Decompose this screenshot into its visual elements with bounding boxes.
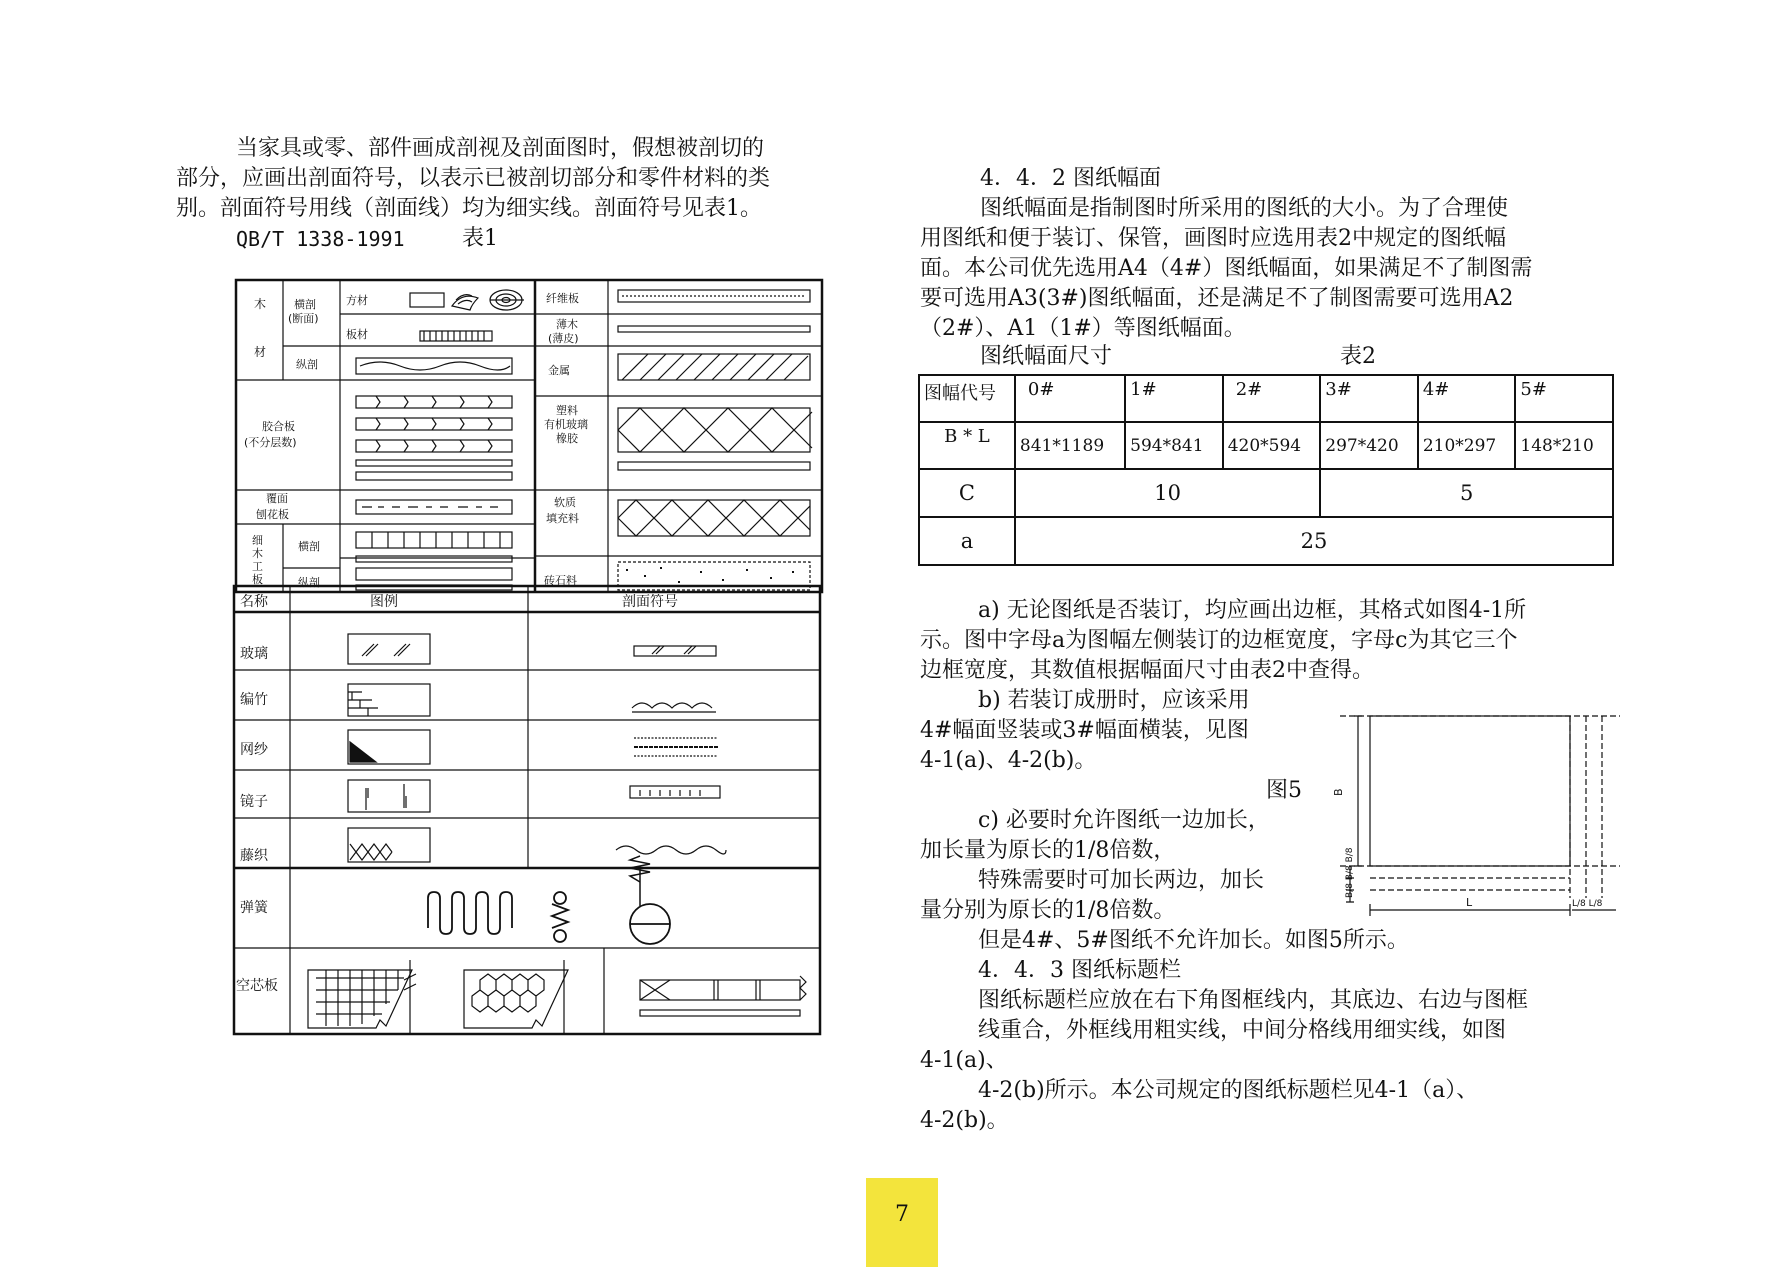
label-spring: 弹簧: [240, 900, 268, 916]
label-cross-cut: 横剖: [294, 298, 316, 311]
label-long-cut: 纵剖: [296, 358, 318, 371]
size-1: 594*841: [1125, 422, 1223, 469]
para-c-line5: 但是4#、5#图纸不允许加长。如图5所示。: [978, 928, 1409, 953]
label-plywood: 胶合板: [262, 420, 295, 433]
para-d-line3: 4-1(a)、: [920, 1048, 1008, 1073]
label-fine-long: 纵剖: [298, 576, 320, 589]
label-soft-1: 软质: [554, 496, 576, 509]
right-para1-line4: 要可选用A3(3#)图纸幅面，还是满足不了制图需要可选用A2: [920, 286, 1514, 311]
label-fine-craft-3: 工: [252, 560, 263, 573]
label-mirror: 镜子: [240, 794, 268, 810]
para-c-line4: 量分别为原长的1/8倍数。: [920, 898, 1176, 923]
heading-4-4-2: 4．4．2 图纸幅面: [980, 166, 1161, 191]
row-a-label: a: [919, 517, 1015, 565]
header-section: 剖面符号: [622, 594, 678, 610]
label-plastic-2: 有机玻璃: [544, 418, 588, 431]
th-code-2: 2#: [1223, 375, 1321, 422]
paper-lengthen-diagram: [1320, 704, 1620, 926]
label-square-timber: 方材: [346, 294, 368, 307]
size-3: 297*420: [1320, 422, 1418, 469]
label-veneer: 薄木: [556, 318, 578, 331]
right-para1-line1: 图纸幅面是指制图时所采用的图纸的大小。为了合理使: [980, 196, 1509, 221]
para-b-line1: b) 若装订成册时，应该采用: [978, 688, 1250, 713]
para-a-line3: 边框宽度，其数值根据幅面尺寸由表2中查得。: [920, 658, 1374, 683]
para-a-line2: 示。图中字母a为图幅左侧装订的边框宽度，字母c为其它三个: [920, 628, 1518, 653]
label-rattan: 藤织: [240, 848, 268, 864]
row-c-label: C: [919, 469, 1015, 517]
right-para1-line3: 面。本公司优先选用A4（4#）图纸幅面，如果满足不了制图需: [920, 256, 1533, 281]
label-fiber: 纤维板: [546, 292, 579, 305]
page-number: 7: [895, 1202, 909, 1227]
left-para1-line1: 当家具或零、部件画成剖视及剖面图时，假想被剖切的: [236, 136, 765, 161]
th-code-label: 图幅代号: [919, 375, 1015, 422]
th-code-4: 4#: [1418, 375, 1516, 422]
label-fine-cross: 横剖: [298, 540, 320, 553]
diagram-l-label: L: [1466, 896, 1473, 909]
label-plywood-sub: (不分层数): [244, 436, 297, 449]
label-fine-craft-1: 细: [252, 534, 263, 547]
row-bl-label: B * L: [919, 422, 1015, 469]
label-mesh: 网纱: [240, 742, 268, 758]
c-value-large: 10: [1015, 469, 1320, 517]
a-value: 25: [1015, 517, 1613, 565]
th-code-5: 5#: [1515, 375, 1613, 422]
label-masonry: 砖石料: [544, 574, 577, 587]
table1-caption: 表1: [462, 226, 498, 251]
para-d-line5: 4-2(b)。: [920, 1108, 1009, 1133]
label-wood2: 材: [254, 345, 267, 359]
label-board: 板材: [346, 328, 368, 341]
diagram-bottom-label: L/8 L/8: [1572, 899, 1603, 909]
th-code-1: 1#: [1125, 375, 1223, 422]
para-b-line2: 4#幅面竖装或3#幅面横装，见图: [920, 718, 1249, 743]
header-name: 名称: [240, 594, 268, 610]
c-value-small: 5: [1320, 469, 1613, 517]
para-d-line2: 线重合，外框线用粗实线，中间分格线用细实线，如图: [978, 1018, 1507, 1043]
diagram-b-label: B: [1332, 788, 1345, 796]
th-code-0: 0#: [1015, 375, 1125, 422]
right-para1-line5: （2#）、A1（1#）等图纸幅面。: [920, 316, 1246, 341]
para-a-line1: a) 无论图纸是否装订，均应画出边框，其格式如图4-1所: [978, 598, 1527, 623]
label-cross-section: (断面): [288, 312, 319, 325]
heading-4-4-3: 4．4．3 图纸标题栏: [978, 958, 1181, 983]
label-particle: 刨花板: [256, 508, 289, 521]
label-bamboo: 编竹: [240, 692, 268, 708]
label-fine-craft-2: 木: [252, 547, 263, 560]
standard-reference: QB/T 1338-1991: [236, 227, 405, 251]
left-para1-line2: 部分，应画出剖面符号，以表示已被剖切部分和零件材料的类: [176, 166, 771, 191]
figure5-label: 图5: [1266, 778, 1302, 803]
size-2: 420*594: [1223, 422, 1321, 469]
label-plastic-1: 塑料: [556, 404, 578, 417]
para-c-line1: c) 必要时允许图纸一边加长，: [978, 808, 1270, 833]
label-metal: 金属: [548, 364, 570, 377]
th-code-3: 3#: [1320, 375, 1418, 422]
size-4: 210*297: [1418, 422, 1516, 469]
left-para1-line3: 别。剖面符号用线（剖面线）均为细实线。剖面符号见表1。: [176, 196, 762, 221]
label-hollow: 空芯板: [236, 978, 278, 994]
para-c-line2: 加长量为原长的1/8倍数，: [920, 838, 1176, 863]
diagram-side-label: B/8 B/8 B/8: [1345, 847, 1355, 898]
para-d-line1: 图纸标题栏应放在右下角图框线内，其底边、右边与图框: [978, 988, 1529, 1013]
size-5: 148*210: [1515, 422, 1613, 469]
header-legend: 图例: [370, 594, 398, 610]
label-wood: 木: [254, 297, 267, 311]
label-fine-craft-4: 板: [252, 573, 263, 586]
table2-caption: 表2: [1340, 344, 1376, 369]
label-soft-2: 填充料: [546, 512, 579, 525]
right-para1-line2: 用图纸和便于装订、保管，画图时应选用表2中规定的图纸幅: [920, 226, 1506, 251]
para-c-line3: 特殊需要时可加长两边，加长: [978, 868, 1265, 893]
label-veneer-sub: (薄皮): [548, 332, 579, 345]
para-d-line4: 4-2(b)所示。本公司规定的图纸标题栏见4-1（a）、: [978, 1078, 1479, 1103]
label-glass: 玻璃: [240, 646, 268, 662]
label-coated: 覆面: [266, 492, 288, 505]
label-plastic-3: 橡胶: [556, 432, 578, 445]
size-0: 841*1189: [1015, 422, 1125, 469]
para-b-line3: 4-1(a)、4-2(b)。: [920, 748, 1097, 773]
table2-title: 图纸幅面尺寸: [980, 344, 1113, 369]
paper-size-table: [918, 374, 1614, 566]
